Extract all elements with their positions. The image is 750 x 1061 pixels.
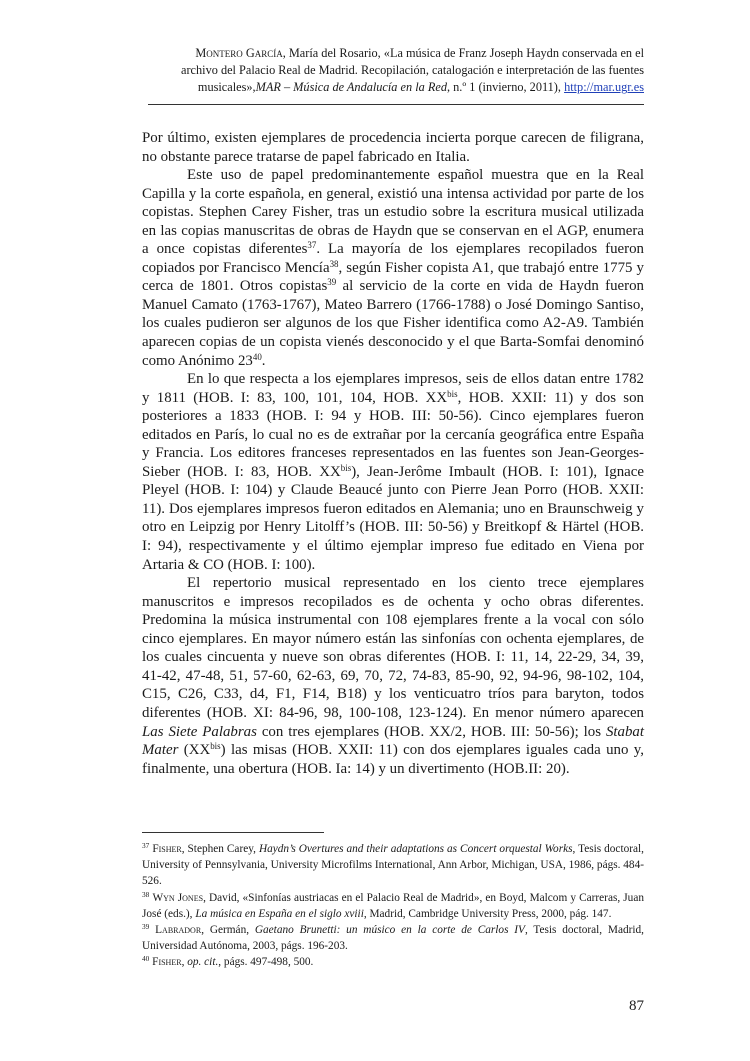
paragraph-4: El repertorio musical representado en los ciento trece ejemplares manuscritos e impresos recopilados es de ochenta y ocho obras diferentes. Predomina la música instrumental con 108 ejemplares frente a la vocal con sólo cinco ejemplares. En mayor número están las sinfonías con ochenta ejemplares, de los cuales cincuenta y nueve son obras diferentes (HOB. I: 11, 14, 22-29, 34, 39, 41-42, 47-48, 51, 57-60, 62-63, 69, 70, 72, 74-83, 85-90, 92, 94-96, 98-102, 104, C15, C26, C33, d4, F1, F14, B18) y los venticuatro tríos para baryton, todos diferentes (HOB. XI: 84-96, 98, 100-108, 123-124). En menor número aparecen Las Siete Palabras con tres ejemplares (HOB. XX/2, HOB. III: 50-56); los Stabat Mater $(XX^{bis})$ las misas (HOB. XXII: 11) con dos ejemplares iguales cada uno y, finalmente, una obertura (HOB. Ia: 14) y un divertimento (HOB.II: 20).	[142, 575, 644, 777]
superscript-bis: bis	[447, 388, 458, 399]
superscript-bis: bis	[340, 462, 352, 473]
work-title: Stabat Mater	[142, 723, 644, 759]
footnote-38: $^{38}$ Wyn Jones, David, «Sinfonías austriacas en el Palacio Real de Madrid», en Boyd, Malcom y Carreras, Juan José (eds.), La música en España en el siglo xviii, Madrid, Cambridge University Press, 2000, pág. 147.	[142, 889, 644, 920]
header-line3-start: musicales»,	[197, 80, 256, 95]
paragraph-3: En lo que respecta a los ejemplares impresos, seis de ellos datan entre 1782 y 1811 (HOB. I: 83, 100, 101, 104, HOB. $XX^{bis}$, HOB. XXII: 11) y dos son posteriores a 1833 (HOB. I: 94 y HOB. III: 50-56). Cinco ejemplares fueron editados en París, lo cual no es de extrañar por la cercanía geográfica entre España y Francia. Los editores franceses representados en las fuentes son Jean-Georges-Sieber (HOB. I: 83, HOB. $XX^{bis}$), Jean-Jerôme Imbault (HOB. I: 101), Ignace Pleyel (HOB. I: 104) y Claude Beaucé junto con Pierre Jean Porro (HOB. XXII: 11). Dos ejemplares impresos fueron editados en Alemania; uno en Braunschweig y otro en Leipzig por Henry Litolff’s (HOB. III: 50-56) y Breitkopf & Härtel (HOB. I: 94), respectivamente y el último ejemplar impreso fue editado en Viena por Artaria & CO (HOB. I: 100).	[142, 371, 644, 573]
footnote-39: $^{39}$ Labrador, Germán, Gaetano Brunetti: un músico en la corte de Carlos IV, Tesis doctoral, Madrid, Universidad Autónoma, 2003, págs. 196-203.	[142, 921, 644, 953]
running-header	[148, 45, 644, 97]
header-divider	[148, 104, 644, 105]
header-line1: , María del Rosario, «La música de Franz Joseph Haydn conservada en el	[282, 46, 644, 60]
footnote-ref-38[interactable]: 38	[329, 258, 339, 269]
main-text	[142, 129, 644, 778]
footnote-ref-39[interactable]: 39	[327, 277, 337, 288]
footnote-ref-37[interactable]: 37	[307, 240, 317, 251]
header-line2: archivo del Palacio Real de Madrid. Recopilación, catalogación e interpretación de las fuentes	[181, 63, 644, 78]
header-journal: MAR – Música de Andalucía en la Red	[255, 80, 447, 95]
footnotes	[142, 841, 644, 971]
header-author: Montero García	[195, 46, 283, 60]
footnote-40: $^{40}$ Fisher, op. cit., págs. 497-498, 500.	[142, 954, 314, 969]
paragraph-1: Por último, existen ejemplares de procedencia incierta porque carecen de filigrana, no obstante parece tratarse de papel fabricado en Italia.	[142, 130, 644, 165]
header-line3-mid: , n.º 1 (invierno, 2011),	[446, 80, 565, 95]
work-title: Las Siete Palabras	[142, 723, 257, 740]
footnote-divider	[142, 832, 324, 833]
paragraph-2: Este uso de papel predominantemente español muestra que en la Real Capilla y la corte española, en general, existió una intensa actividad por parte de los copistas. Stephen Carey Fisher, tras un estudio sobre la escritura musical utilizada en las copias manuscritas de obras de Haydn que se conservan en el AGP, enumera a once copistas diferentes$^{37}$. La mayoría de los ejemplares recopilados fueron copiados por Francisco Mencía$^{38}$, según Fisher copista A1, que trabajó entre 1775 y cerca de 1801. Otros copistas$^{39}$ al servicio de la corte en vida de Haydn fueron Manuel Camato (1763-1767), Mateo Barrero (1766-1788) o José Domingo Santiso, los cuales pudieron ser algunos de los que Fisher identifica como A2-A9. También aparecen copias de un copista vienés desconocido y el que Barta-Somfai denominó como Anónimo $23^{40}$.	[142, 167, 644, 369]
superscript-bis: bis	[210, 741, 221, 752]
footnote-ref-40[interactable]: 40	[252, 351, 262, 362]
footnote-37: $^{37}$ Fisher, Stephen Carey, Haydn’s Overtures and their adaptations as Concert orquestal Works, Tesis doctoral, University of Pennsylvania, University Microfilms International, Ann Arbor, Michigan, USA, 1986, págs. 484-526.	[142, 840, 644, 888]
header-link[interactable]: http://mar.ugr.es	[564, 80, 644, 95]
page-number: 87	[629, 998, 644, 1014]
